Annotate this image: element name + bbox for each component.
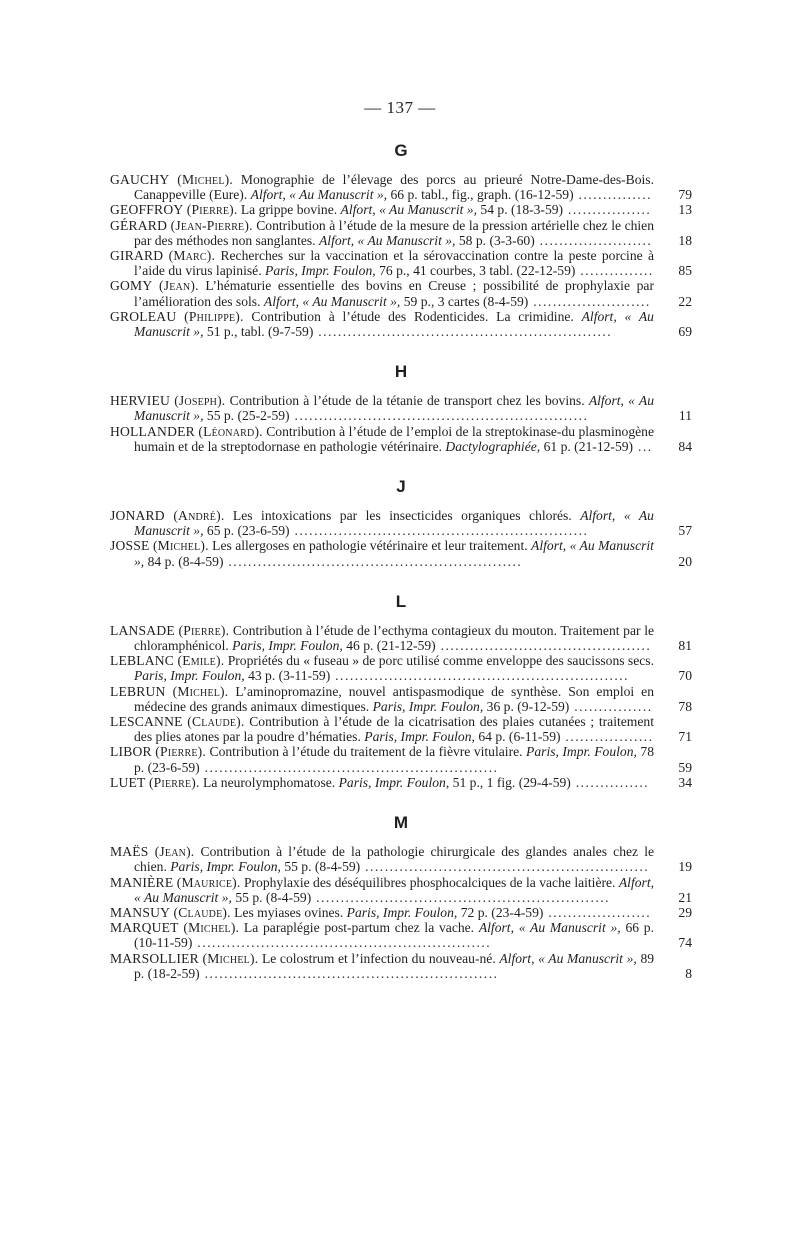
page-reference: 57 (678, 523, 692, 539)
author-surname: MAËS (110, 844, 149, 860)
page-reference: 21 (678, 889, 692, 905)
publication-details: 61 p. (21-12-59) (543, 438, 634, 454)
publication-details: 76 p., 41 courbes, 3 tabl. (22-12-59) (379, 263, 576, 279)
author-firstname: (Pierre). (155, 744, 206, 760)
author-firstname: (Jean-Pierre). (170, 217, 253, 233)
section-letter: H (394, 362, 408, 382)
publication-place: Alfort, « Au Manuscrit », (478, 920, 621, 936)
author-firstname: (Philippe). (184, 308, 244, 324)
author-surname: GROLEAU (110, 308, 177, 324)
section-letter: M (393, 813, 409, 833)
page-reference: 74 (678, 935, 692, 951)
dot-leader: ........................ (528, 293, 651, 309)
index-entry (110, 508, 692, 538)
author-firstname: (Marc). (168, 248, 216, 264)
dot-leader: ............................................................ (289, 408, 589, 424)
dot-leader: ............................................................ (313, 324, 613, 340)
index-entry (110, 248, 692, 278)
thesis-title: Contribution à l’étude de l’emploi de la streptokinase-du plasminogène humain et de la streptodornase en pathologie vétérinaire. (134, 423, 655, 454)
thesis-title: Contribution à l’étude de la tétanie de transport chez les bovins. (229, 393, 585, 409)
dot-leader: ............... (575, 263, 654, 279)
author-surname: LEBLANC (110, 653, 175, 669)
section-letter: G (394, 141, 408, 160)
author-surname: LESCANNE (110, 714, 183, 730)
publication-place: Paris, Impr. Foulon, (364, 729, 475, 745)
thesis-title: Le colostrum et l’infection du nouveau-né. (261, 950, 496, 966)
publication-place: Alfort, « Au Manuscrit », (134, 538, 654, 569)
index-entry (110, 653, 692, 683)
author-firstname: (Michel). (202, 950, 259, 966)
author-firstname: (Maurice). (176, 874, 241, 890)
page-reference: 13 (678, 202, 692, 218)
publication-place: Alfort, « Au Manuscrit », (134, 308, 654, 340)
publication-details: 46 p. (21-12-59) (346, 638, 436, 654)
dot-leader: ............................................................ (223, 553, 523, 569)
index-section-h (110, 361, 692, 454)
dot-leader: ............................................................ (199, 965, 499, 981)
author-firstname: (Emile). (177, 653, 225, 669)
page-reference: 18 (678, 232, 692, 248)
thesis-title: Prophylaxie des déséquilibres phosphocalciques de la vache laitière. (243, 874, 616, 890)
index-entry (110, 951, 692, 981)
author-firstname: (Claude). (187, 714, 245, 730)
thesis-title: Contribution à l’étude de la cicatrisation des plaies cutanées ; traitement des plies atones par la poudre d’hématies. (134, 714, 654, 745)
publication-details: 66 p. tabl., fig., graph. (16-12-59) (390, 187, 574, 203)
page-reference: 85 (678, 263, 692, 279)
author-surname: HOLLANDER (110, 423, 195, 439)
thesis-title: Monographie de l’élevage des porcs au prieuré Notre-Dame-des-Bois. Canappeville (Eure). (134, 172, 654, 203)
index-section-j (110, 476, 692, 569)
author-firstname: (Léonard). (198, 423, 263, 439)
author-firstname: (Pierre). (178, 622, 230, 638)
index-entry (110, 278, 692, 308)
page-reference: 79 (678, 187, 692, 203)
thesis-title: Les myiases ovines. (234, 904, 344, 920)
publication-details: 89 p. (18-2-59) (134, 950, 655, 981)
publication-place: Alfort, « Au Manuscrit », (134, 874, 654, 905)
author-firstname: (Michel). (172, 683, 229, 699)
author-firstname: (Michel). (183, 920, 240, 936)
publication-place: Paris, Impr. Foulon, (170, 859, 281, 875)
publication-place: Paris, Impr. Foulon, (265, 263, 376, 279)
thesis-title: La paraplégie post-partum chez la vache. (243, 920, 475, 936)
author-surname: LUET (110, 774, 146, 790)
index-entry (110, 623, 692, 653)
publication-place: Dactylographiée, (445, 438, 541, 454)
publication-details: 51 p., 1 fig. (29-4-59) (452, 774, 571, 790)
publication-details: 64 p. (6-11-59) (478, 729, 561, 745)
author-surname: MARQUET (110, 920, 179, 936)
page-reference: 19 (678, 859, 692, 875)
page-reference: 29 (678, 904, 692, 920)
publication-details: 51 p., tabl. (9-7-59) (206, 324, 314, 340)
publication-details: 55 p. (25-2-59) (206, 408, 290, 424)
publication-details: 72 p. (23-4-59) (460, 904, 544, 920)
author-firstname: (Claude). (173, 904, 231, 920)
page-reference: 59 (678, 759, 692, 775)
index-entry (110, 714, 692, 744)
publication-details: 59 p., 3 cartes (8-4-59) (403, 293, 529, 309)
page-reference: 69 (678, 324, 692, 340)
index-entry (110, 202, 692, 217)
publication-place: Paris, Impr. Foulon, (346, 904, 458, 920)
page-number: — 137 — (364, 98, 436, 117)
page-reference: 71 (678, 729, 692, 745)
author-firstname: (Michel). (152, 538, 209, 554)
dot-leader: ................. (563, 202, 652, 218)
section-letter: J (396, 477, 406, 497)
index-entry (110, 920, 692, 950)
dot-leader: ............................................................ (192, 935, 492, 951)
author-firstname: (Pierre). (186, 202, 238, 218)
publication-details: 58 p. (3-3-60) (458, 232, 535, 248)
publication-details: 65 p. (23-6-59) (206, 523, 290, 539)
thesis-title: La grippe bovine. (240, 202, 338, 218)
dot-leader: ............................................................ (330, 668, 630, 684)
index-entry (110, 905, 692, 920)
author-surname: LEBRUN (110, 683, 166, 699)
index-entry (110, 424, 692, 454)
dot-leader: .......................................................... (360, 859, 650, 875)
index-entry (110, 684, 692, 714)
dot-leader: ........................................... (435, 638, 652, 654)
thesis-title: La neurolymphomatose. (203, 774, 336, 790)
page-reference: 81 (678, 638, 692, 654)
thesis-title: Contribution à l’étude de l’ecthyma contagieux du mouton. Traitement par le chloramphénicol. (134, 622, 654, 654)
index-entry (110, 172, 692, 202)
author-surname: GIRARD (110, 248, 164, 264)
author-firstname: (André). (173, 508, 225, 524)
dot-leader: ............... (573, 187, 652, 203)
thesis-title: L’aminopromazine, nouvel antispasmodique de synthèse. Son emploi en médecine des grands animaux dimestiques. (134, 683, 655, 714)
publication-place: Paris, Impr. Foulon, (338, 774, 450, 790)
publication-place: Paris, Impr. Foulon, (526, 744, 637, 760)
thesis-title: Propriétés du « fuseau » de porc utilisé comme enveloppe des saucissons secs. (227, 653, 654, 669)
publication-details: 55 p. (8-4-59) (284, 859, 361, 875)
section-letter: L (395, 591, 407, 611)
page-reference: 78 (678, 698, 692, 714)
index-content (110, 140, 692, 1003)
author-surname: GAUCHY (110, 172, 170, 187)
author-firstname: (Pierre). (148, 774, 200, 790)
author-firstname: (Joseph). (174, 393, 226, 409)
thesis-title: Contribution à l’étude de la pathologie chirurgicale des glandes anales chez le chien. (134, 844, 655, 875)
publication-place: Paris, Impr. Foulon, (134, 668, 245, 684)
dot-leader: ............................................................ (199, 759, 499, 775)
dot-leader: ............................................................ (289, 523, 589, 539)
page-reference: 20 (678, 553, 692, 569)
index-entry (110, 744, 692, 774)
index-entry (110, 844, 692, 874)
publication-details: 54 p. (18-3-59) (480, 202, 564, 218)
thesis-title: Les allergoses en pathologie vétérinaire et leur traitement. (212, 538, 528, 554)
author-surname: GÉRARD (110, 217, 168, 233)
publication-place: Alfort, « Au Manuscrit », (340, 202, 477, 218)
publication-place: Paris, Impr. Foulon, (372, 698, 484, 714)
publication-details: 84 p. (8-4-59) (147, 553, 224, 569)
thesis-title: Contribution à l’étude des Rodenticides. La crimidine. (251, 308, 574, 324)
thesis-title: Contribution à l’étude du traitement de la fièvre vitulaire. (209, 744, 523, 760)
dot-leader: ............... (570, 774, 650, 790)
author-firstname: (Jean). (158, 278, 199, 294)
dot-leader: ....................... (534, 232, 653, 248)
index-entry (110, 218, 692, 248)
page-reference: 34 (678, 774, 692, 790)
author-surname: JONARD (110, 508, 165, 524)
dot-leader: .................. (560, 729, 654, 745)
author-surname: HERVIEU (110, 393, 170, 409)
dot-leader: ................ (569, 698, 653, 714)
index-entry (110, 875, 692, 905)
author-surname: JOSSE (110, 538, 150, 554)
dot-leader: ..................... (543, 904, 652, 920)
thesis-title: Recherches sur la vaccination et la sérovaccination contre la peste porcine à l’aide du virus lapinisé. (134, 248, 654, 279)
author-surname: LANSADE (110, 622, 175, 638)
thesis-title: Contribution à l’étude de la mesure de la pression artérielle chez le chien par des méthodes non sanglantes. (134, 217, 655, 248)
page-reference: 70 (678, 668, 692, 684)
author-surname: MANIÈRE (110, 874, 174, 890)
index-entry (110, 775, 692, 790)
index-section-m (110, 812, 692, 981)
author-surname: MARSOLLIER (110, 950, 199, 966)
author-surname: MANSUY (110, 904, 171, 920)
index-entry (110, 309, 692, 339)
index-section-l (110, 591, 692, 790)
publication-details: 78 p. (23-6-59) (134, 744, 655, 775)
author-surname: GEOFFROY (110, 202, 184, 218)
publication-place: Alfort, « Au Manuscrit », (319, 232, 456, 248)
publication-place: Alfort, « Au Manuscrit », (250, 187, 388, 203)
page-reference: 22 (678, 293, 692, 309)
page-reference: 11 (678, 408, 692, 424)
author-surname: GOMY (110, 278, 153, 294)
thesis-title: Les intoxications par les insecticides organiques chlorés. (232, 508, 572, 524)
publication-place: Alfort, « Au Manuscrit », (134, 393, 655, 424)
publication-details: 36 p. (9-12-59) (486, 698, 570, 714)
index-entry (110, 393, 692, 423)
page-reference: 8 (685, 965, 692, 981)
author-firstname: (Michel). (177, 172, 233, 187)
index-entry (110, 538, 692, 568)
publication-details: 66 p. (10-11-59) (134, 920, 654, 951)
publication-place: Alfort, « Au Manuscrit », (134, 508, 654, 539)
author-surname: LIBOR (110, 744, 152, 760)
publication-details: 43 p. (3-11-59) (248, 668, 331, 684)
page-reference: 84 (678, 438, 692, 454)
publication-place: Paris, Impr. Foulon, (232, 638, 343, 654)
dot-leader: ............................................................ (311, 889, 611, 905)
dot-leader: ... (633, 438, 653, 454)
publication-place: Alfort, « Au Manuscrit », (499, 950, 637, 966)
index-section-g (110, 140, 692, 339)
author-firstname: (Jean). (154, 844, 195, 860)
publication-place: Alfort, « Au Manuscrit », (263, 293, 401, 309)
thesis-title: L’hématurie essentielle des bovins en Creuse ; possibilité de prophylaxie par l’amélioration des sols. (134, 278, 654, 309)
publication-details: 55 p. (8-4-59) (235, 889, 312, 905)
